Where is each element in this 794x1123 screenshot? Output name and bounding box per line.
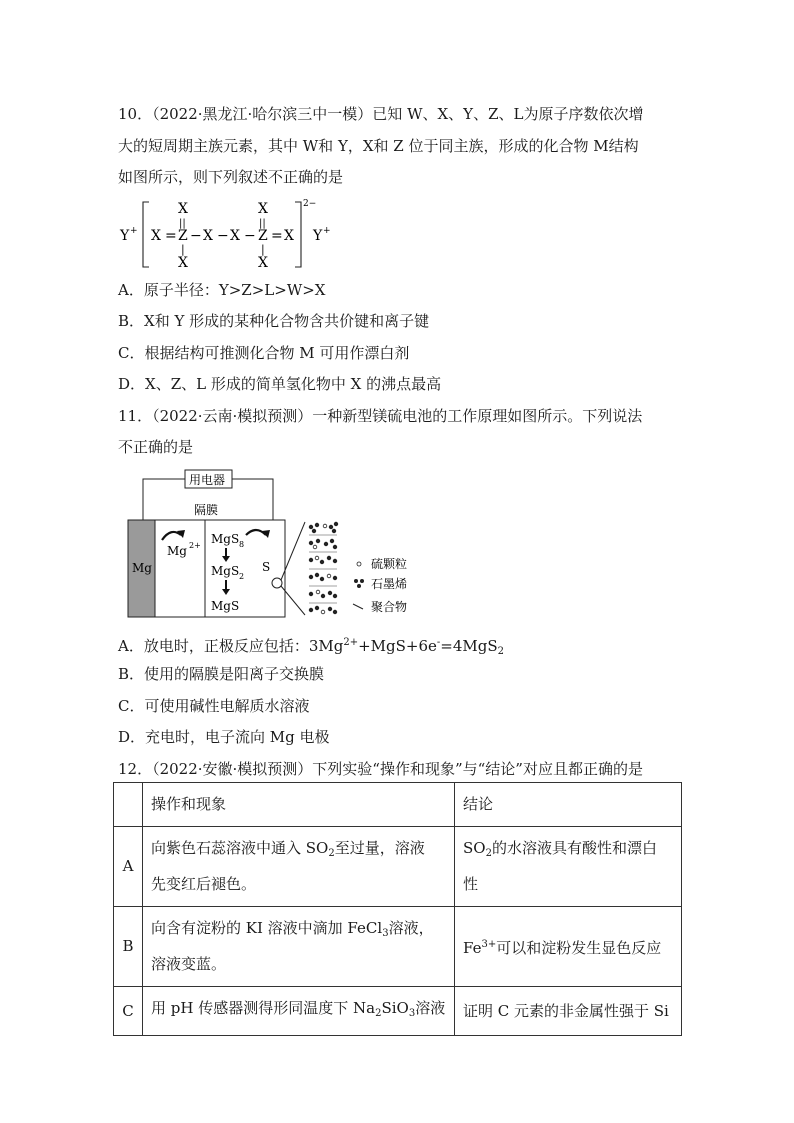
row-label: B — [114, 907, 143, 987]
row-c-op: 用 pH 传感器测得形同温度下 $Na_2SiO_3$溶液 — [143, 987, 455, 1036]
legend-graphene: 石墨烯 — [371, 577, 408, 591]
row-b-conclusion: $Fe^{3+}$可以和淀粉发生显色反应 — [455, 907, 682, 987]
anion-charge: 2− — [303, 199, 317, 209]
legend-polymer: 聚合物 — [371, 600, 408, 614]
sulfur-label: S — [262, 560, 271, 574]
q10-stem-line3: 如图所示，则下列叙述不正确的是 — [118, 168, 344, 186]
svg-text:X: X — [230, 228, 240, 244]
svg-text:X: X — [151, 228, 161, 244]
anode-label: Mg — [132, 561, 152, 575]
svg-text:−: − — [244, 228, 256, 244]
q10-stem-line1: 10．（2022·黑龙江·哈尔滨三中一模）已知 W、X、Y、Z、L为原子序数依次增 — [118, 105, 644, 123]
table-header-row — [114, 783, 682, 827]
mgs8-label: MgS — [211, 532, 240, 546]
legend-polymer-marker — [353, 604, 363, 609]
structure-formula-m — [115, 195, 345, 275]
svg-text:8: 8 — [239, 540, 245, 549]
mgs-label: MgS — [211, 599, 240, 613]
legend-sulfur: 硫颗粒 — [371, 557, 408, 571]
row-a-conclusion: $SO_2$的水溶液具有酸性和漂白 性 — [455, 827, 682, 907]
row-b-op: 向含有淀粉的 KI 溶液中滴加 FeCl$_3$溶液， 溶液变蓝。 — [143, 907, 455, 987]
cation-right: Y — [313, 228, 323, 244]
legend-graphene-marker — [354, 579, 364, 588]
q10-option-d: D．X、Z、L 形成的简单氢化物中 X 的沸点最高 — [118, 375, 442, 393]
header-op: 操作和现象 — [143, 783, 455, 827]
table-row — [114, 907, 682, 987]
legend-sulfur-marker — [357, 562, 361, 566]
cation-left: Y — [120, 228, 130, 244]
svg-text:X: X — [178, 201, 188, 217]
q11-option-d: D．充电时，电子流向 Mg 电极 — [118, 728, 330, 746]
svg-text:X: X — [203, 228, 213, 244]
battery-diagram — [125, 465, 425, 620]
q10-option-a: A．原子半径：Y>Z>L>W>X — [118, 281, 326, 299]
row-label: C — [114, 987, 143, 1036]
row-c-conclusion: 证明 C 元素的非金属性强于 Si — [455, 987, 682, 1036]
q11-stem-line2: 不正确的是 — [118, 438, 194, 456]
mg-ion-label: Mg — [167, 544, 187, 558]
svg-text:+: + — [130, 226, 138, 236]
svg-text:||: || — [179, 218, 186, 229]
table-row — [114, 827, 682, 907]
q11-option-b: B．使用的隔膜是阳离子交换膜 — [118, 665, 325, 683]
svg-text:2+: 2+ — [189, 541, 201, 550]
svg-text:−: − — [190, 228, 202, 244]
svg-text:−: − — [217, 228, 229, 244]
svg-text:|: | — [181, 243, 185, 256]
q10-option-c: C．根据结构可推测化合物 M 可用作漂白剂 — [118, 344, 410, 362]
q11-option-c: C．可使用碱性电解质水溶液 — [118, 697, 310, 715]
device-label: 用电器 — [189, 473, 226, 487]
membrane-label: 隔膜 — [194, 503, 219, 517]
bracket-right — [295, 202, 301, 267]
svg-text:+: + — [323, 226, 331, 236]
header-conclusion: 结论 — [455, 783, 682, 827]
svg-text:||: || — [259, 218, 266, 229]
row-a-op: 向紫色石蕊溶液中通入 $SO_2$至过量，溶液 先变红后褪色。 — [143, 827, 455, 907]
material-cluster — [309, 522, 338, 614]
svg-text:|: | — [261, 243, 265, 256]
svg-text:2: 2 — [239, 572, 245, 581]
table-row — [114, 987, 682, 1036]
svg-text:Z: Z — [258, 228, 268, 244]
q10-option-b: B．X和 Y 形成的某种化合物含共价键和离子键 — [118, 312, 430, 330]
svg-text:=: = — [271, 228, 283, 244]
svg-text:X: X — [178, 255, 188, 271]
q10-stem-line2: 大的短周期主族元素，其中 W和 Y，X和 Z 位于同主族，形成的化合物 M结构 — [118, 137, 639, 155]
q12-stem: 12．（2022·安徽·模拟预测）下列实验“操作和现象”与“结论”对应且都正确的是 — [118, 760, 643, 778]
zoom-circle — [272, 578, 282, 588]
svg-text:X: X — [258, 201, 268, 217]
q11-option-a: A．放电时，正极反应包括：$3Mg^{2+}+MgS+6e^-=4MgS_2$ — [118, 637, 505, 657]
svg-text:=: = — [165, 228, 177, 244]
svg-text:X: X — [258, 255, 268, 271]
mgs2-label: MgS — [211, 564, 240, 578]
q12-table — [113, 782, 682, 1036]
bracket-left — [143, 202, 149, 267]
svg-text:Z: Z — [178, 228, 188, 244]
row-label: A — [114, 827, 143, 907]
q11-stem-line1: 11．（2022·云南·模拟预测）一种新型镁硫电池的工作原理如图所示。下列说法 — [118, 407, 643, 425]
svg-text:X: X — [284, 228, 294, 244]
